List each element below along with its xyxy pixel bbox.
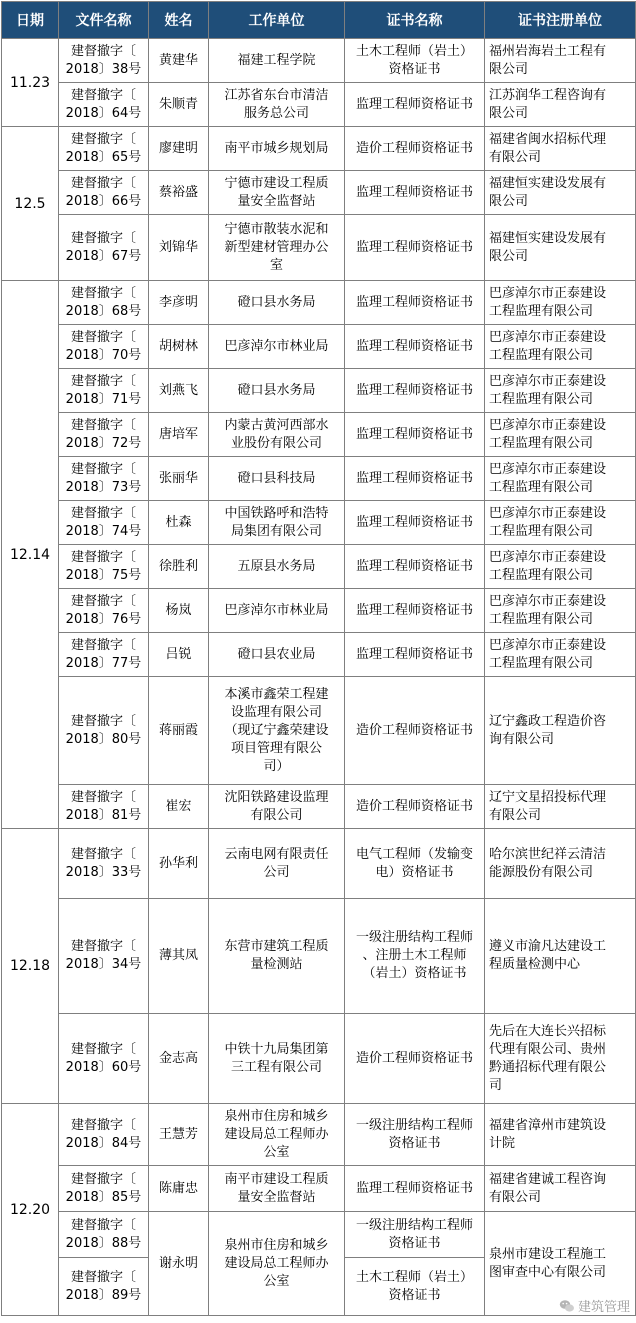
file-cell: 建督撤字〔 2018〕84号: [59, 1104, 149, 1166]
cert-cell: 造价工程师资格证书: [345, 677, 485, 785]
file-cell: 建督撤字〔 2018〕76号: [59, 589, 149, 633]
name-cell: 廖建明: [149, 127, 209, 171]
header-employer: 工作单位: [209, 2, 345, 39]
file-cell: 建督撤字〔 2018〕71号: [59, 369, 149, 413]
header-name: 姓名: [149, 2, 209, 39]
table-row: [2, 369, 636, 413]
file-cell: 建督撤字〔 2018〕60号: [59, 1014, 149, 1104]
table-row: [2, 457, 636, 501]
date-cell: 11.23: [2, 39, 59, 127]
employer-cell: 中国铁路呼和浩特 局集团有限公司: [209, 501, 345, 545]
name-cell: 杜森: [149, 501, 209, 545]
table-row: [2, 1104, 636, 1166]
employer-cell: 江苏省东台市清洁 服务总公司: [209, 83, 345, 127]
file-cell: 建督撤字〔 2018〕66号: [59, 171, 149, 215]
reg-cell: 福建省漳州市建筑设 计院: [485, 1104, 636, 1166]
file-cell: 建督撤字〔 2018〕85号: [59, 1166, 149, 1212]
reg-cell: 巴彦淖尔市正泰建设 工程监理有限公司: [485, 369, 636, 413]
reg-cell: 哈尔滨世纪祥云清洁 能源股份有限公司: [485, 829, 636, 899]
file-cell: 建督撤字〔 2018〕64号: [59, 83, 149, 127]
reg-cell: 福州岩海岩土工程有 限公司: [485, 39, 636, 83]
file-cell: 建督撤字〔 2018〕73号: [59, 457, 149, 501]
file-cell: 建督撤字〔 2018〕81号: [59, 785, 149, 829]
reg-cell: 巴彦淖尔市正泰建设 工程监理有限公司: [485, 281, 636, 325]
cert-cell: 监理工程师资格证书: [345, 457, 485, 501]
watermark: [559, 1296, 630, 1315]
reg-cell: 巴彦淖尔市正泰建设 工程监理有限公司: [485, 457, 636, 501]
name-cell: 薄其凤: [149, 899, 209, 1014]
cert-cell: 电气工程师（发输变 电）资格证书: [345, 829, 485, 899]
reg-cell: 泉州市建设工程施工 图审查中心有限公司: [485, 1212, 636, 1316]
name-cell: 吕锐: [149, 633, 209, 677]
header-file: 文件名称: [59, 2, 149, 39]
name-cell: 王慧芳: [149, 1104, 209, 1166]
file-cell: 建督撤字〔 2018〕68号: [59, 281, 149, 325]
employer-cell: 福建工程学院: [209, 39, 345, 83]
date-cell: 12.18: [2, 829, 59, 1104]
header-row: [2, 2, 636, 39]
cert-cell: 监理工程师资格证书: [345, 1166, 485, 1212]
file-cell: 建督撤字〔 2018〕70号: [59, 325, 149, 369]
reg-cell: 先后在大连长兴招标 代理有限公司、贵州 黔通招标代理有限公 司: [485, 1014, 636, 1104]
name-cell: 谢永明: [149, 1212, 209, 1316]
file-cell: 建督撤字〔 2018〕72号: [59, 413, 149, 457]
employer-cell: 巴彦淖尔市林业局: [209, 589, 345, 633]
table-row: [2, 1166, 636, 1212]
table-row: [2, 899, 636, 1014]
date-cell: 12.14: [2, 281, 59, 829]
name-cell: 蔡裕盛: [149, 171, 209, 215]
name-cell: 杨岚: [149, 589, 209, 633]
reg-cell: 辽宁文星招投标代理 有限公司: [485, 785, 636, 829]
name-cell: 张丽华: [149, 457, 209, 501]
name-cell: 李彦明: [149, 281, 209, 325]
file-cell: 建督撤字〔 2018〕33号: [59, 829, 149, 899]
cert-cell: 监理工程师资格证书: [345, 215, 485, 281]
file-cell: 建督撤字〔 2018〕89号: [59, 1258, 149, 1316]
file-cell: 建督撤字〔 2018〕38号: [59, 39, 149, 83]
cert-cell: 监理工程师资格证书: [345, 281, 485, 325]
table-row: [2, 589, 636, 633]
table-row: [2, 545, 636, 589]
employer-cell: 中铁十九局集团第 三工程有限公司: [209, 1014, 345, 1104]
name-cell: 胡树林: [149, 325, 209, 369]
table-row: [2, 281, 636, 325]
wechat-icon: [559, 1298, 575, 1314]
reg-cell: 福建省闽水招标代理 有限公司: [485, 127, 636, 171]
file-cell: 建督撤字〔 2018〕75号: [59, 545, 149, 589]
employer-cell: 五原县水务局: [209, 545, 345, 589]
cert-cell: 土木工程师（岩土） 资格证书: [345, 1258, 485, 1316]
employer-cell: 泉州市住房和城乡 建设局总工程师办 公室: [209, 1212, 345, 1316]
name-cell: 刘燕飞: [149, 369, 209, 413]
header-date: 日期: [2, 2, 59, 39]
table-row: [2, 127, 636, 171]
cert-cell: 一级注册结构工程师 资格证书: [345, 1104, 485, 1166]
employer-cell: 南平市城乡规划局: [209, 127, 345, 171]
cert-cell: 一级注册结构工程师 资格证书: [345, 1212, 485, 1258]
cert-cell: 造价工程师资格证书: [345, 127, 485, 171]
header-reg: 证书注册单位: [485, 2, 636, 39]
reg-cell: 巴彦淖尔市正泰建设 工程监理有限公司: [485, 545, 636, 589]
file-cell: 建督撤字〔 2018〕67号: [59, 215, 149, 281]
table-row: [2, 83, 636, 127]
header-cert: 证书名称: [345, 2, 485, 39]
name-cell: 朱顺青: [149, 83, 209, 127]
employer-cell: 东营市建筑工程质 量检测站: [209, 899, 345, 1014]
cert-cell: 监理工程师资格证书: [345, 589, 485, 633]
cert-cell: 监理工程师资格证书: [345, 325, 485, 369]
cert-cell: 一级注册结构工程师 、注册土木工程师 （岩土）资格证书: [345, 899, 485, 1014]
employer-cell: 沈阳铁路建设监理 有限公司: [209, 785, 345, 829]
employer-cell: 巴彦淖尔市林业局: [209, 325, 345, 369]
reg-cell: 福建省建诚工程咨询 有限公司: [485, 1166, 636, 1212]
name-cell: 徐胜利: [149, 545, 209, 589]
name-cell: 黄建华: [149, 39, 209, 83]
table-row: [2, 39, 636, 83]
cert-cell: 监理工程师资格证书: [345, 633, 485, 677]
table-row: [2, 413, 636, 457]
table-row: [2, 785, 636, 829]
reg-cell: 巴彦淖尔市正泰建设 工程监理有限公司: [485, 325, 636, 369]
cert-cell: 造价工程师资格证书: [345, 785, 485, 829]
cert-cell: 土木工程师（岩土） 资格证书: [345, 39, 485, 83]
table-row: [2, 215, 636, 281]
reg-cell: 遵义市渝凡达建设工 程质量检测中心: [485, 899, 636, 1014]
employer-cell: 磴口县水务局: [209, 369, 345, 413]
name-cell: 孙华利: [149, 829, 209, 899]
cert-cell: 监理工程师资格证书: [345, 369, 485, 413]
revocation-table: [1, 1, 636, 1316]
reg-cell: 巴彦淖尔市正泰建设 工程监理有限公司: [485, 589, 636, 633]
name-cell: 唐培军: [149, 413, 209, 457]
file-cell: 建督撤字〔 2018〕65号: [59, 127, 149, 171]
file-cell: 建督撤字〔 2018〕80号: [59, 677, 149, 785]
name-cell: 金志高: [149, 1014, 209, 1104]
reg-cell: 巴彦淖尔市正泰建设 工程监理有限公司: [485, 501, 636, 545]
employer-cell: 磴口县水务局: [209, 281, 345, 325]
table-row: [2, 171, 636, 215]
file-cell: 建督撤字〔 2018〕77号: [59, 633, 149, 677]
reg-cell: 辽宁鑫政工程造价咨 询有限公司: [485, 677, 636, 785]
name-cell: 刘锦华: [149, 215, 209, 281]
cert-cell: 监理工程师资格证书: [345, 413, 485, 457]
employer-cell: 宁德市散装水泥和 新型建材管理办公 室: [209, 215, 345, 281]
file-cell: 建督撤字〔 2018〕74号: [59, 501, 149, 545]
file-cell: 建督撤字〔 2018〕34号: [59, 899, 149, 1014]
employer-cell: 南平市建设工程质 量安全监督站: [209, 1166, 345, 1212]
employer-cell: 内蒙古黄河西部水 业股份有限公司: [209, 413, 345, 457]
date-cell: 12.20: [2, 1104, 59, 1316]
file-cell: 建督撤字〔 2018〕88号: [59, 1212, 149, 1258]
employer-cell: 本溪市鑫荣工程建 设监理有限公司 （现辽宁鑫荣建设 项目管理有限公 司）: [209, 677, 345, 785]
cert-cell: 监理工程师资格证书: [345, 171, 485, 215]
table-row: [2, 633, 636, 677]
cert-cell: 监理工程师资格证书: [345, 83, 485, 127]
table-row: [2, 501, 636, 545]
employer-cell: 磴口县农业局: [209, 633, 345, 677]
reg-cell: 福建恒实建设发展有 限公司: [485, 215, 636, 281]
cert-cell: 监理工程师资格证书: [345, 501, 485, 545]
name-cell: 崔宏: [149, 785, 209, 829]
cert-cell: 造价工程师资格证书: [345, 1014, 485, 1104]
table-row: [2, 1014, 636, 1104]
employer-cell: 宁德市建设工程质 量安全监督站: [209, 171, 345, 215]
table-row: [2, 1212, 636, 1258]
name-cell: 陈庸忠: [149, 1166, 209, 1212]
employer-cell: 云南电网有限责任 公司: [209, 829, 345, 899]
reg-cell: 福建恒实建设发展有 限公司: [485, 171, 636, 215]
employer-cell: 磴口县科技局: [209, 457, 345, 501]
name-cell: 蒋丽霞: [149, 677, 209, 785]
cert-cell: 监理工程师资格证书: [345, 545, 485, 589]
watermark-text: 建筑管理: [577, 1300, 630, 1315]
table-row: [2, 829, 636, 899]
table-row: [2, 677, 636, 785]
employer-cell: 泉州市住房和城乡 建设局总工程师办 公室: [209, 1104, 345, 1166]
table-row: [2, 325, 636, 369]
reg-cell: 巴彦淖尔市正泰建设 工程监理有限公司: [485, 633, 636, 677]
reg-cell: 江苏润华工程咨询有 限公司: [485, 83, 636, 127]
date-cell: 12.5: [2, 127, 59, 281]
reg-cell: 巴彦淖尔市正泰建设 工程监理有限公司: [485, 413, 636, 457]
